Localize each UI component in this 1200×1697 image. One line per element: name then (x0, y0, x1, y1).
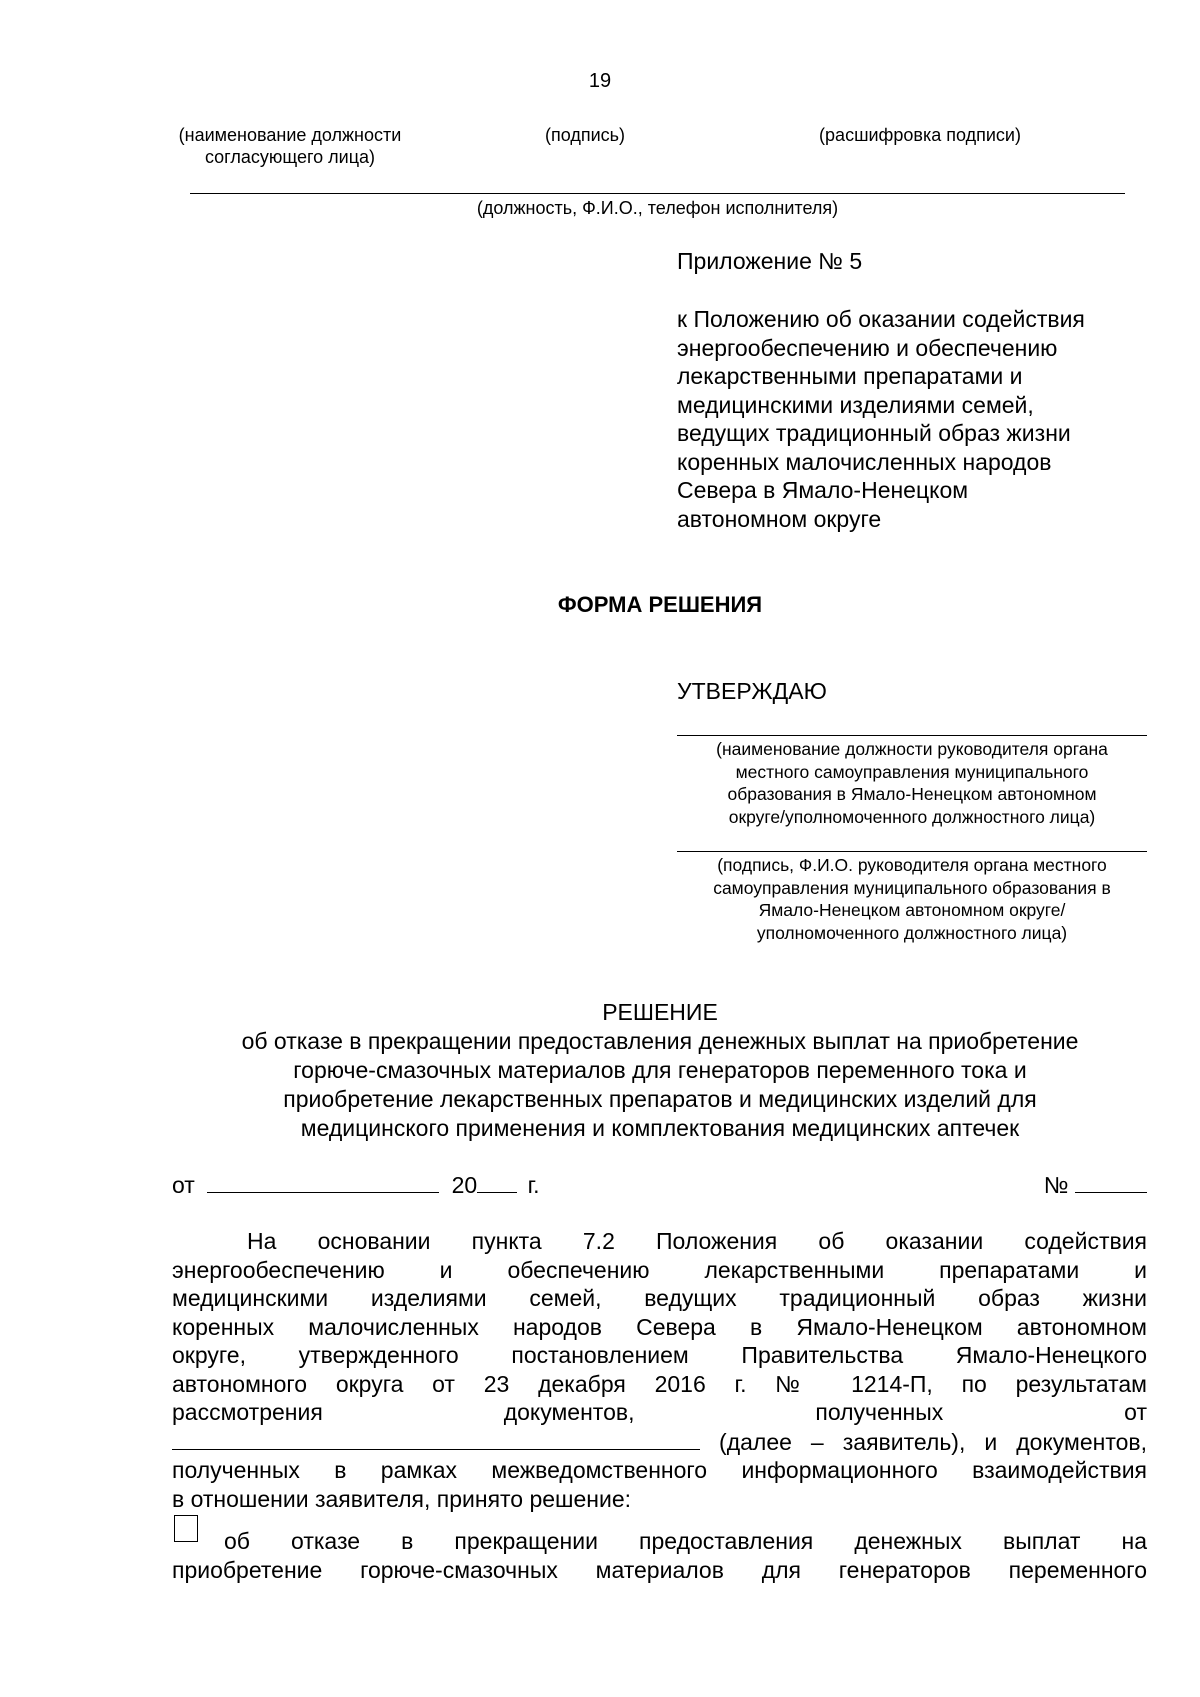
signature-decode-caption: (расшифровка подписи) (819, 125, 1021, 145)
applicant-suffix: (далее – заявитель), и документов, (719, 1428, 1148, 1455)
decision-subject-line: горюче-смазочных материалов для генераторов переменного тока и (293, 1057, 1027, 1083)
caption-line: уполномоченного должностного лица) (756, 922, 1068, 943)
paragraph-line: энергообеспечению и обеспечению лекарственными препаратами и (172, 1256, 1147, 1283)
decision-basis-paragraph (172, 1227, 1147, 1513)
annex-title: Приложение № 5 (677, 248, 863, 274)
option-text: об отказе в прекращении предоставления денежных выплат на (224, 1528, 1147, 1554)
applicant-blank (172, 1427, 700, 1450)
caption-line: округе/уполномоченного должностного лица) (728, 806, 1096, 827)
caption-line: местного самоуправления муниципального (735, 761, 1089, 782)
applicant-line (172, 1427, 1147, 1457)
caption-line: образования в Ямало-Ненецком автономном (727, 784, 1097, 804)
paragraph-line: рассмотрения документов, полученных от (172, 1399, 1147, 1425)
paragraph-line: коренных малочисленных народов Севера в Ямало-Ненецком автономном (172, 1313, 1147, 1340)
decision-title (160, 998, 1160, 1143)
paragraph-line: автономного округа от 23 декабря 2016 г. № 1214-П, по результатам (172, 1370, 1147, 1397)
paragraph-line: в отношении заявителя, принято решение: (172, 1485, 632, 1512)
number-label: № (1043, 1172, 1069, 1198)
date-number-row (172, 1170, 1147, 1200)
annex-line: Севера в Ямало-Ненецком (677, 477, 969, 503)
annex-line: автономном округе (677, 505, 882, 532)
page-number: 19 (588, 70, 612, 92)
decision-subject-line: медицинского применения и комплектования медицинских аптечек (300, 1115, 1020, 1141)
decision-subject-line: об отказе в прекращении предоставления денежных выплат на приобретение (241, 1028, 1079, 1054)
paragraph-line: округе, утвержденного постановлением Правительства Ямало-Ненецкого (172, 1342, 1147, 1368)
annex-line: ведущих традиционный образ жизни (677, 420, 1071, 446)
position-caption-line: (наименование должности (178, 125, 402, 145)
annex-body (677, 305, 1147, 533)
paragraph-line: полученных в рамках межведомственного информационного взаимодействия (172, 1457, 1147, 1483)
year-blank (477, 1170, 517, 1193)
decision-heading: РЕШЕНИЕ (602, 999, 718, 1025)
approval-signature-caption (677, 854, 1147, 944)
year-suffix: г. (527, 1172, 540, 1198)
year-prefix: 20 (451, 1172, 478, 1198)
approval-position-line (677, 735, 1147, 736)
number-field (1044, 1170, 1147, 1199)
paragraph-text: На основании пункта 7.2 Положения об оказании содействия (247, 1228, 1147, 1254)
option-line: приобретение горюче-смазочных материалов для генераторов переменного (172, 1556, 1147, 1583)
date-blank (207, 1170, 439, 1193)
annex-line: энергообеспечению и обеспечению (677, 334, 1058, 361)
refusal-option (172, 1527, 1147, 1584)
executor-line (190, 193, 1125, 194)
annex-line: коренных малочисленных народов (677, 448, 1052, 475)
caption-line: Ямало-Ненецком автономном округе/ (758, 900, 1066, 920)
position-caption-line: согласующего лица) (204, 147, 376, 167)
annex-line: к Положению об оказании содействия (677, 306, 1085, 332)
caption-line: (наименование должности руководителя органа (716, 739, 1108, 759)
executor-caption: (должность, Ф.И.О., телефон исполнителя) (476, 198, 839, 218)
position-caption (160, 124, 420, 168)
approval-position-caption (677, 738, 1147, 828)
number-blank (1075, 1170, 1147, 1193)
annex-line: лекарственными препаратами и (677, 363, 1023, 389)
paragraph-line (172, 1227, 1147, 1256)
signature-caption: (подпись) (544, 125, 626, 145)
caption-line: самоуправления муниципального образования в (713, 877, 1111, 898)
form-title: ФОРМА РЕШЕНИЯ (557, 592, 763, 617)
option-line (172, 1527, 1147, 1556)
decision-subject-line: приобретение лекарственных препаратов и медицинских изделий для (283, 1086, 1037, 1112)
approval-label: УТВЕРЖДАЮ (677, 678, 827, 704)
caption-line: (подпись, Ф.И.О. руководителя органа местного (717, 855, 1107, 875)
paragraph-line: медицинскими изделиями семей, ведущих традиционный образ жизни (172, 1285, 1147, 1311)
date-prefix: от (172, 1172, 195, 1198)
approval-signature-line (677, 851, 1147, 852)
annex-line: медицинскими изделиями семей, (677, 391, 1034, 418)
